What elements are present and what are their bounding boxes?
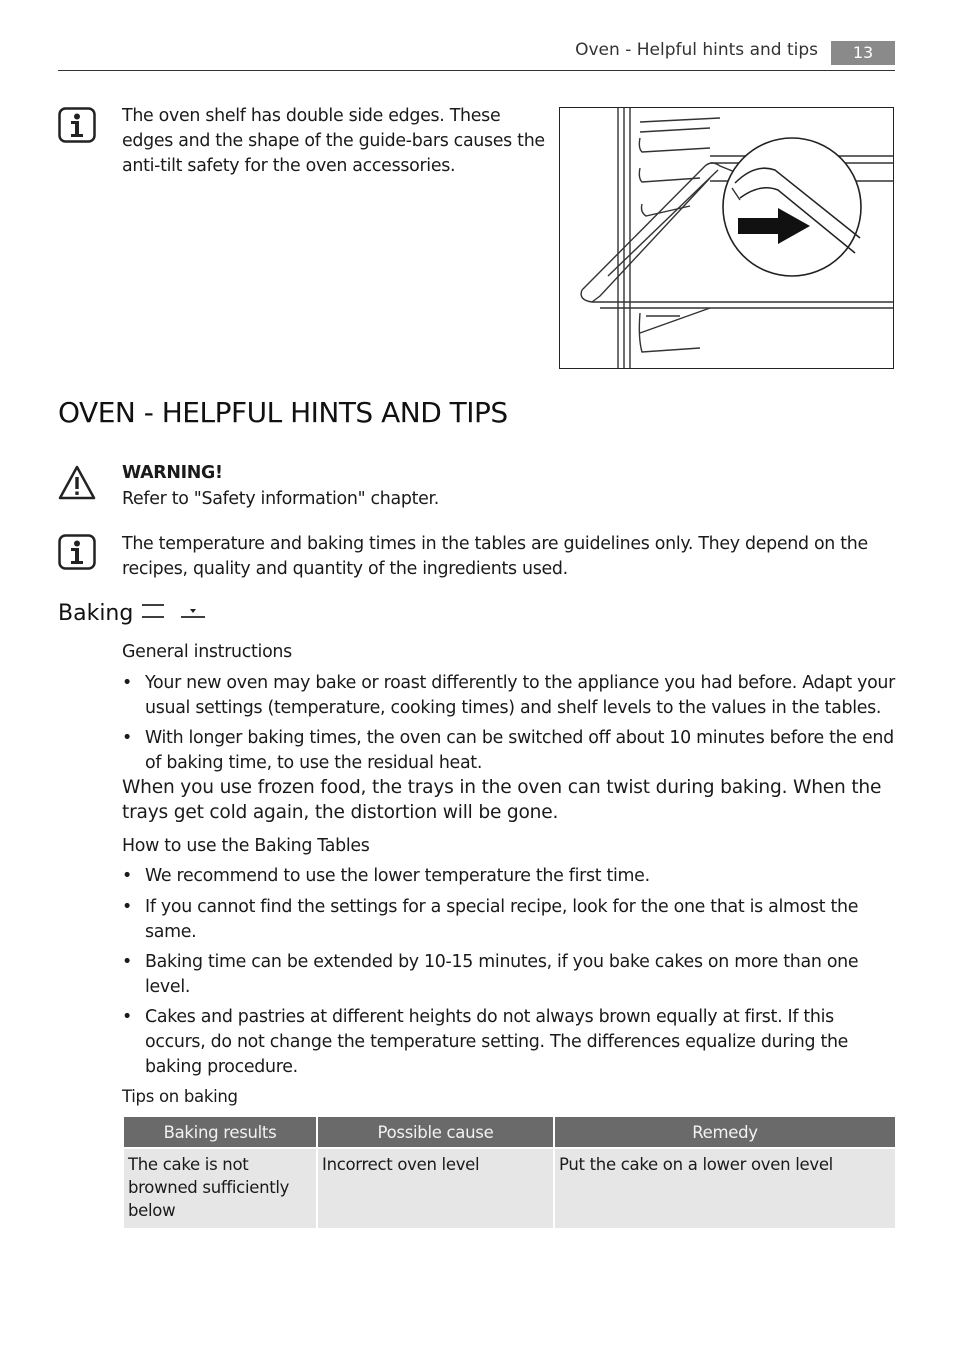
running-header-title: Oven - Helpful hints and tips (575, 40, 818, 60)
baking-tables-heading: How to use the Baking Tables (122, 836, 370, 856)
list-item-text: Baking time can be extended by 10-15 minutes, if you bake cakes on more than one level. (145, 952, 859, 997)
list-item-text: With longer baking times, the oven can be switched off about 10 minutes before the end of baking time, to use the residual heat. (145, 728, 894, 773)
bullet: • (122, 866, 132, 886)
bullet: • (122, 673, 132, 693)
list-item-text: Your new oven may bake or roast differently to the appliance you had before. Adapt your usual settings (temperature, cooking times) and shelf levels to the values in the tables. (145, 673, 896, 718)
frozen-food-note: When you use frozen food, the trays in the oven can twist during baking. When the trays get cold again, the distortion will be gone. (122, 777, 882, 823)
bullet: • (122, 897, 132, 917)
column-header: Possible cause (318, 1117, 553, 1147)
list-item-text: If you cannot find the settings for a special recipe, look for the one that is almost the same. (145, 897, 859, 942)
baking-title: Baking (58, 601, 134, 626)
intro-note-text: The oven shelf has double side edges. These edges and the shape of the guide-bars causes the anti-tilt safety for the oven accessories. (122, 106, 545, 176)
bullet: • (122, 728, 132, 748)
list-item-text: Cakes and pastries at different heights do not always brown equally at first. If this occurs, do not change the temperature setting. The differences equalize during the baking procedure. (145, 1007, 849, 1077)
list-item (122, 895, 896, 945)
list-item (122, 726, 896, 776)
table-cell: The cake is not browned sufficiently below (124, 1149, 316, 1228)
warning-icon (58, 465, 96, 505)
general-instructions-heading: General instructions (122, 642, 292, 662)
info-note-text: The temperature and baking times in the tables are guidelines only. They depend on the recipes, quality and quantity of the ingredients used. (122, 534, 868, 579)
info-icon (58, 107, 96, 147)
list-item-text: We recommend to use the lower temperature the first time. (145, 866, 650, 886)
info-icon (58, 534, 96, 574)
baking-heading (58, 601, 207, 627)
header-rule (58, 70, 895, 71)
table-cell: Put the cake on a lower oven level (555, 1149, 895, 1228)
table-cell: Incorrect oven level (318, 1149, 553, 1228)
list-item (122, 950, 896, 1000)
list-item (122, 671, 896, 721)
tips-caption: Tips on baking (122, 1087, 238, 1106)
page-number: 13 (831, 41, 895, 65)
table-row (124, 1149, 895, 1228)
oven-shelf-illustration (559, 107, 894, 369)
section-title: OVEN - HELPFUL HINTS AND TIPS (58, 396, 508, 429)
warning-text: Refer to "Safety information" chapter. (122, 489, 440, 509)
tips-table (122, 1117, 897, 1228)
list-item (122, 1005, 896, 1080)
bullet: • (122, 952, 132, 972)
warning-title: WARNING! (122, 463, 223, 483)
bullet: • (122, 1007, 132, 1027)
bottom-heat-icon (179, 601, 207, 627)
column-header: Baking results (124, 1117, 316, 1147)
list-item (122, 864, 896, 889)
column-header: Remedy (555, 1117, 895, 1147)
top-bottom-heat-icon (140, 601, 166, 627)
